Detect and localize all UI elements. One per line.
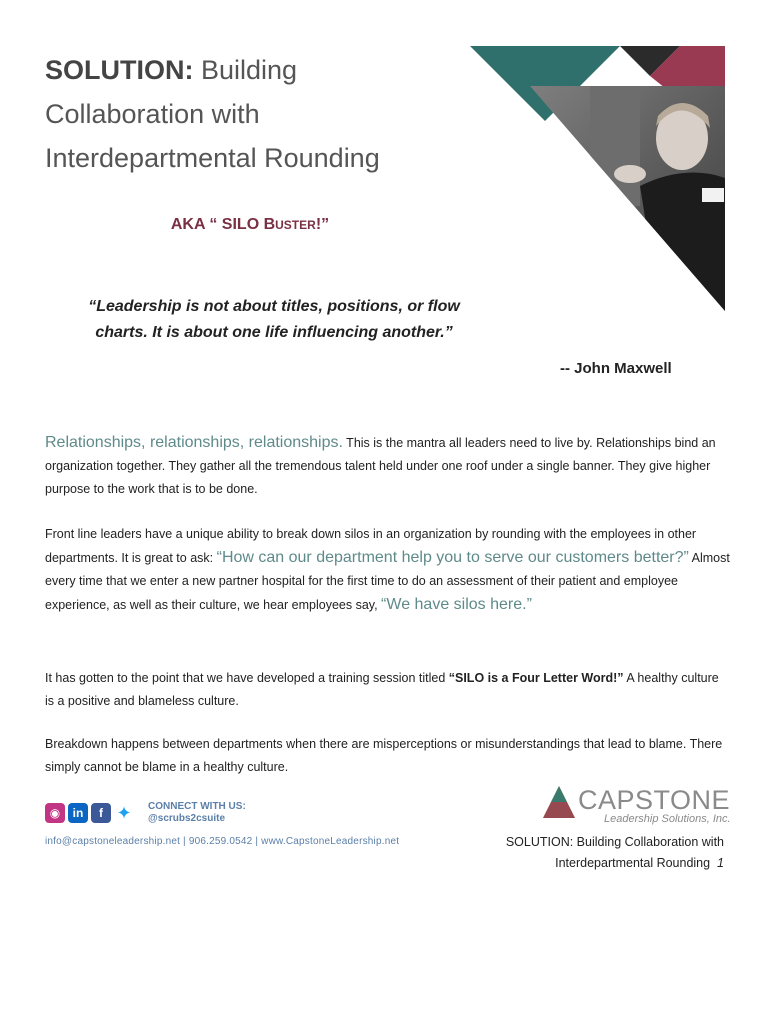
facebook-icon[interactable]: f (91, 803, 111, 823)
linkedin-icon[interactable]: in (68, 803, 88, 823)
connect-block (148, 801, 246, 825)
aka-small-caps: USTER (275, 218, 316, 232)
paragraph-3-text-b: A healthy culture is a positive and blameless culture. (45, 671, 719, 708)
paragraph-1-text: This is the mantra all leaders need to live by. Relationships bind an organization together. They gather all the tremendous talent held under one roof under a single banner. They give higher purpose to the work that is to be done. (45, 436, 716, 496)
contact-line[interactable]: info@capstoneleadership.net | 906.259.0542 | www.CapstoneLeadership.net (45, 836, 400, 847)
header-photo (470, 46, 725, 311)
page-number: 1 (717, 856, 724, 870)
title-rest: Building Collaboration with Interdepartmental Rounding (45, 55, 380, 173)
header-photo-graphic (470, 46, 725, 311)
running-title-line-1: SOLUTION: Building Collaboration with (505, 835, 724, 849)
instagram-icon[interactable]: ◉ (45, 803, 65, 823)
page-title (45, 48, 445, 180)
paragraph-4: Breakdown happens between departments when there are misperceptions or misunderstandings that lead to blame. There simply cannot be blame in a healthy culture. (45, 737, 723, 774)
subtitle-aka (0, 216, 500, 234)
aka-suffix: !” (315, 216, 330, 233)
paragraph-3-bold: “SILO is a Four Letter Word!” (448, 671, 624, 685)
running-title-line-2 (460, 853, 724, 874)
paragraph-2-text-b: Almost every time that we enter a new partner hospital for the first time to do an assessment of their patient and employee experience, as well as their culture, we hear employees say, (45, 551, 730, 612)
connect-label: CONNECT WITH US: (148, 801, 246, 812)
logo-name: CAPSTONE (578, 785, 731, 815)
social-icons (45, 803, 137, 827)
logo-subtitle: Leadership Solutions, Inc. (604, 813, 731, 825)
running-title-line-2-text: Interdepartmental Rounding (555, 856, 711, 870)
twitter-icon[interactable]: ✦ (114, 803, 134, 823)
quote-text: “Leadership is not about titles, positions, or flow charts. It is about one life influencing another.” (88, 298, 460, 341)
title-bold: SOLUTION: (45, 55, 194, 85)
capstone-logo-icon (541, 784, 577, 820)
paragraph-2 (45, 523, 730, 617)
paragraph-3-text-a: It has gotten to the point that we have developed a training session titled (45, 671, 449, 685)
paragraph-3 (45, 667, 730, 713)
aka-prefix: AKA “ SILO B (170, 216, 276, 233)
paragraph-2-text-a: Front line leaders have a unique ability to break down silos in an organization by rounding with the employees in other departments. It is great to ask: (45, 527, 697, 565)
paragraph-2-accent-2: “We have silos here.” (381, 596, 532, 613)
social-handle[interactable]: @scrubs2csuite (148, 813, 226, 824)
quote-author: -- John Maxwell (560, 360, 672, 377)
paragraph-1 (45, 431, 730, 501)
running-footer-title (460, 832, 724, 874)
paragraph-2-accent-1: “How can our department help you to serve our customers better?” (216, 549, 689, 566)
paragraph-1-accent: Relationships, relationships, relationships. (45, 434, 343, 451)
